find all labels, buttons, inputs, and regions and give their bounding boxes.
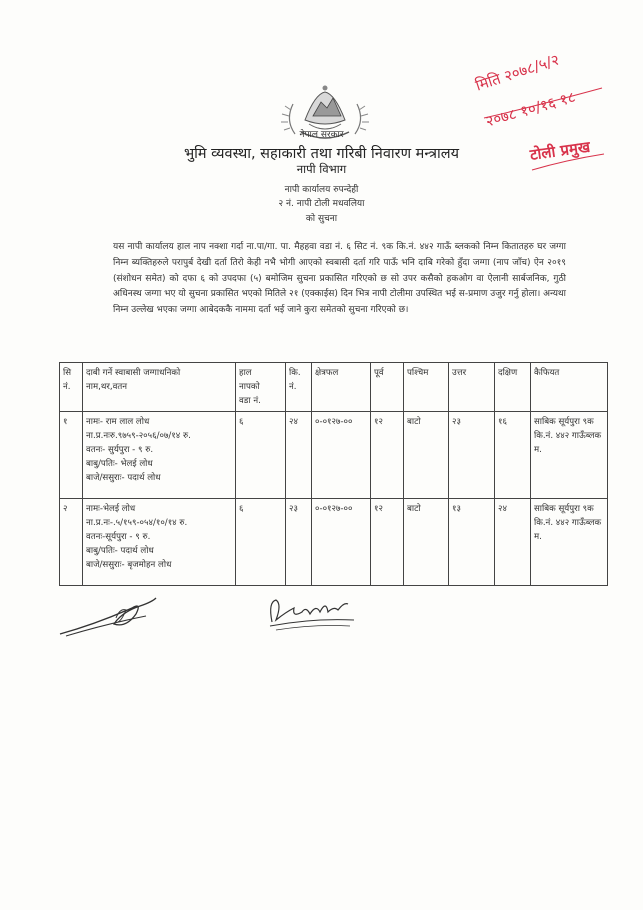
cell-area: ०-०१२७-००	[312, 499, 371, 586]
table-header-row	[60, 363, 608, 412]
cell-kitta: २३	[286, 499, 312, 586]
col-serial: सि नं.	[60, 363, 83, 412]
cell-south: २४	[495, 499, 531, 586]
ministry-title: भुमि व्यवस्था, सहाकारी तथा गरिबी निवारण मन्त्रालय	[183, 146, 460, 162]
notice-body: यस नापी कार्यालय हाल नाप नक्शा गर्दा ना.पा/गा. पा. मैहहवा वडा नं. ६ सिट नं. ९क कि.नं. ४४२ गाऊँ ब्लकको निम्न कितातहरु घर जग्गा निम्न ब्यक्तिहरुले परापुर्ब देखी दर्ता तिरो केही नभै भोगी आएको स्वबासी दर्ता गरि पाऊँ भनि दाबि गरेको हुँदा जग्गा (नाप जाँच) ऐन २०१९ (संशोधन समेत) को दफा ६ को उपदफा (५) बमोजिम सुचना प्रकासित गरिएको छ सो उपर कसैको हकओग वा ऐलानी सार्बजनिक, गुठी अधिनस्थ जग्गा भए यो सुचना प्रकासित भएको मितिले २१ (एक्काईस) दिन भित्र नापी टोलीमा उपस्थित भई स-प्रमाण उजुर गर्नु होला। अन्यथा निम्न उल्लेख भएका जग्गा आबेदककै नाममा दर्ता भई जाने कुरा समेतको सुचना गरिएको छ।	[113, 242, 567, 316]
col-kitta: कि. नं.	[286, 363, 312, 412]
cell-area: ०-०१२७-००	[312, 412, 371, 499]
handwritten-note-line: २०७८ १०/१६ १८	[483, 87, 578, 131]
notice-label: को सुचना	[305, 214, 338, 224]
cell-east: १२	[371, 412, 404, 499]
signature-icon	[56, 594, 166, 640]
cell-north: १३	[449, 499, 495, 586]
cell-serial: १	[60, 412, 83, 499]
col-south: दक्षिण	[495, 363, 531, 412]
cell-north: २३	[449, 412, 495, 499]
col-area: क्षेत्रफल	[312, 363, 371, 412]
government-name: नेपाल सरकार	[299, 130, 344, 140]
claimants-table	[59, 362, 608, 586]
cell-ward: ६	[236, 499, 286, 586]
cell-claimant: नामः- राम लाल लोध ना.प्र.नःरु.९७५९-२०५६/०७/१४ रु. वतनः- सुर्यपुरा - ९ रु. बाबु/पतिः- भेलई लोध बाजे/ससुराः- पदार्थ लोध	[83, 412, 236, 499]
cell-serial: २	[60, 499, 83, 586]
cell-remarks: साबिक सूर्यपुरा ९क कि.नं. ४४२ गाऊँब्लक म.	[531, 412, 608, 499]
table-row	[60, 499, 608, 586]
col-west: पश्चिम	[404, 363, 449, 412]
cell-west: बाटो	[404, 412, 449, 499]
col-ward: हाल नापको वडा नं.	[236, 363, 286, 412]
col-north: उत्तर	[449, 363, 495, 412]
cell-south: १६	[495, 412, 531, 499]
department-title: नापी विभाग	[296, 162, 347, 176]
office-name: नापी कार्यालय रुपन्देही	[284, 185, 359, 195]
cell-claimant: नामः-भेलई लोध ना.प्र.नः-.५/१५९-०५४/१०/१४ रु. वतनः-सूर्यपुरा - ९ रु. बाबु/पतिः- पदार्थ लोध बाजे/ससुराः- बृजमोहन लोध	[83, 499, 236, 586]
cell-east: १२	[371, 499, 404, 586]
cell-remarks: साबिक सूर्यपुरा ९क कि.नं. ४४२ गाऊँब्लक म.	[531, 499, 608, 586]
handwritten-note-line: टोली प्रमुख	[528, 137, 592, 164]
cell-ward: ६	[236, 412, 286, 499]
signature-icon	[262, 592, 358, 634]
table-row	[60, 412, 608, 499]
handwritten-note-line: मिति २०७८/५/२	[473, 50, 562, 95]
handwritten-date-note	[473, 50, 611, 186]
col-remarks: कैफियत	[531, 363, 608, 412]
cell-west: बाटो	[404, 499, 449, 586]
survey-team: २ नं. नापी टोली मधवलिया	[278, 199, 365, 209]
cell-kitta: २४	[286, 412, 312, 499]
col-east: पूर्व	[371, 363, 404, 412]
col-claimant: दाबी गर्ने स्वाबासी जग्गाधनिको नाम,थर,वतन	[83, 363, 236, 412]
